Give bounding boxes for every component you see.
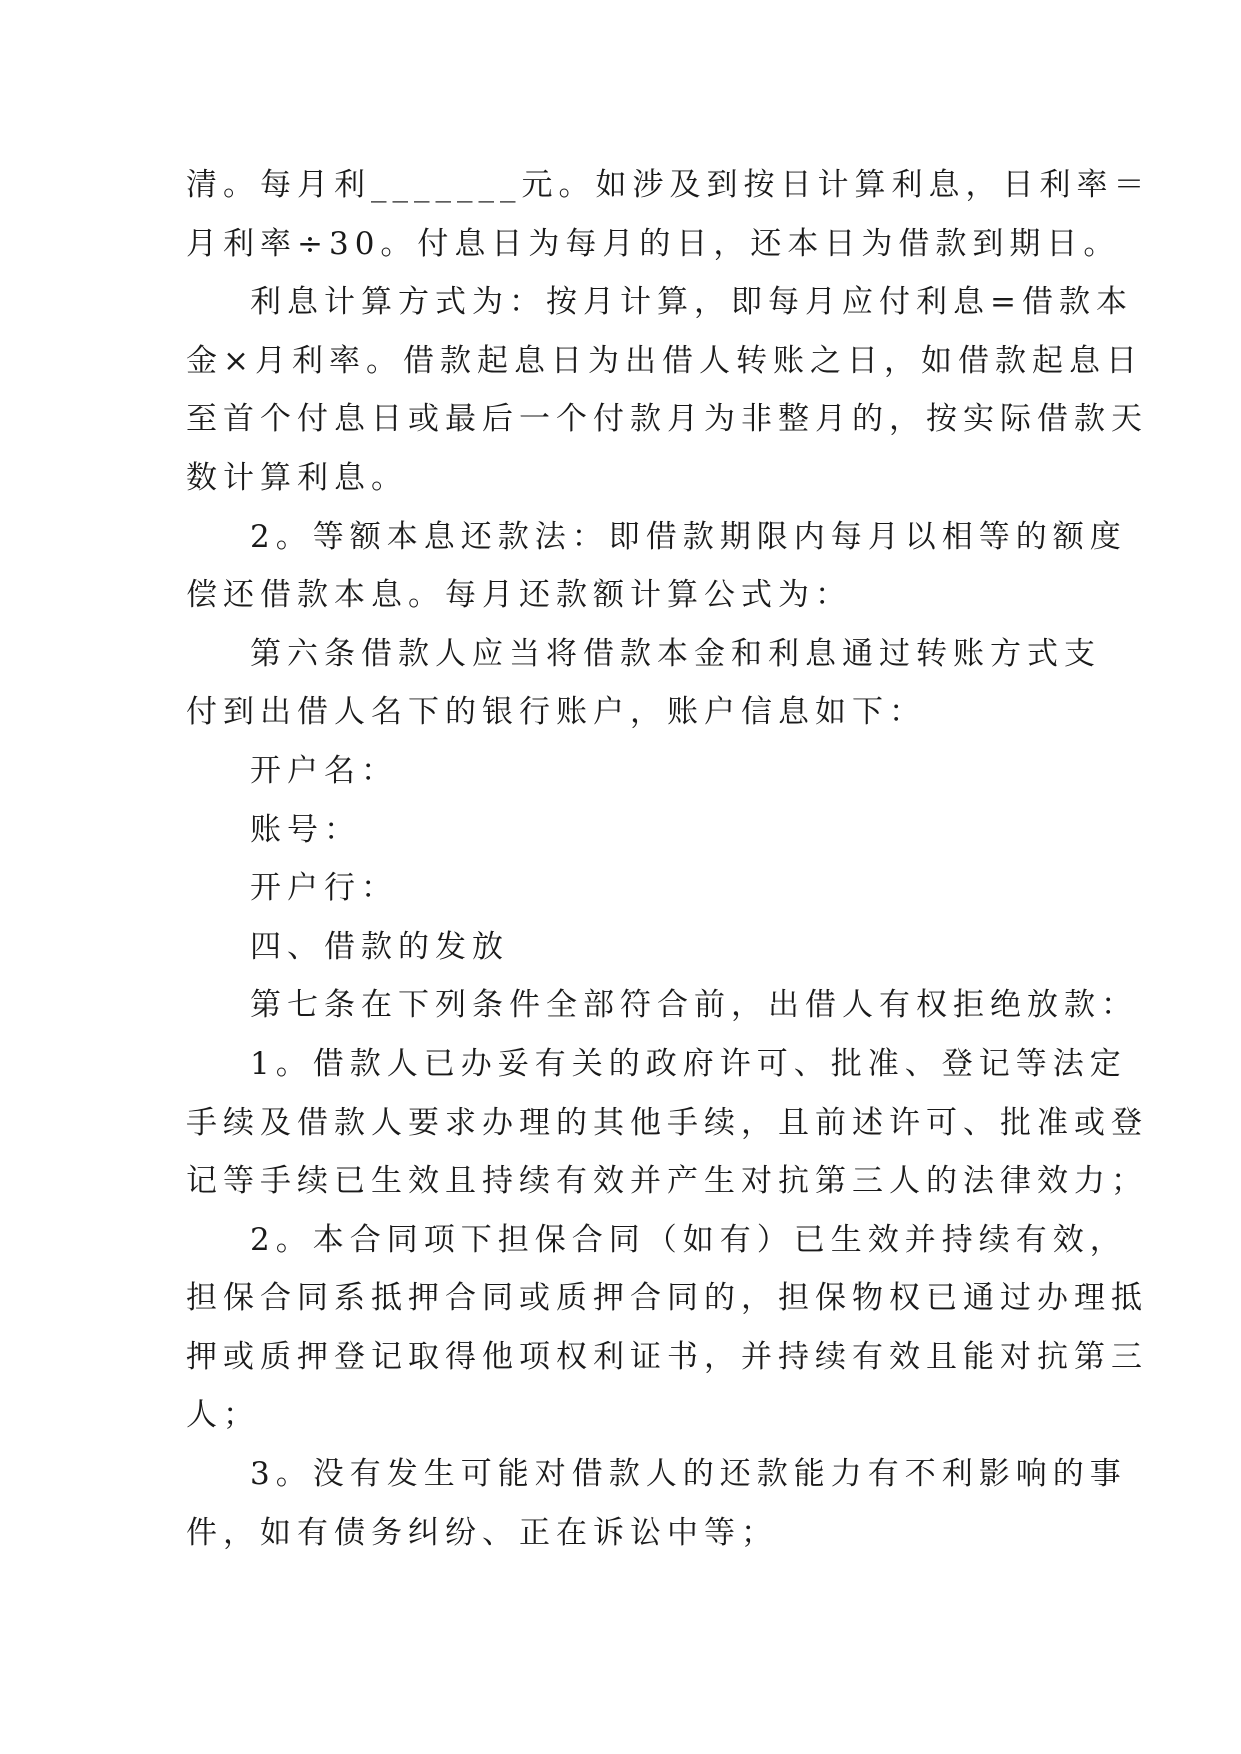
contract-body [186, 156, 1151, 1562]
text-line: 手续及借款人要求办理的其他手续，且前述许可、批准或登 [186, 1104, 1148, 1141]
text-line: 3。没有发生可能对借款人的还款能力有不利影响的事 [250, 1456, 1127, 1493]
section-heading: 四、借款的发放 [250, 928, 509, 965]
text-line: 记等手续已生效且持续有效并产生对抗第三人的法律效力； [186, 1163, 1148, 1200]
text-line: 2。本合同项下担保合同（如有）已生效并持续有效， [250, 1221, 1127, 1258]
text-line: 开户名： [250, 752, 398, 789]
text-line: 人； [186, 1397, 260, 1434]
text-line: 开户行： [250, 870, 398, 907]
text-line: 押或质押登记取得他项权利证书，并持续有效且能对抗第三 [186, 1338, 1148, 1375]
text-line: 偿还借款本息。每月还款额计算公式为： [186, 577, 852, 614]
text-line: 第六条借款人应当将借款本金和利息通过转账方式支 [250, 635, 1101, 672]
text-line: 付到出借人名下的银行账户，账户信息如下： [186, 694, 926, 731]
text-line: 件，如有债务纠纷、正在诉讼中等； [186, 1514, 778, 1551]
text-line: 清。每月利_______元。如涉及到按日计算利息，日利率＝ [186, 167, 1151, 203]
text-line: 利息计算方式为：按月计算，即每月应付利息=借款本 [250, 284, 1133, 321]
text-line: 第七条在下列条件全部符合前，出借人有权拒绝放款： [250, 987, 1138, 1024]
text-line: 账号： [250, 811, 361, 848]
text-line: 数计算利息。 [186, 459, 408, 496]
text-line: 2。等额本息还款法：即借款期限内每月以相等的额度 [250, 518, 1127, 555]
text-line: 金×月利率。借款起息日为出借人转账之日，如借款起息日 [186, 342, 1143, 379]
text-line: 至首个付息日或最后一个付款月为非整月的，按实际借款天 [186, 401, 1148, 438]
text-line: 月利率÷30。付息日为每月的日，还本日为借款到期日。 [186, 225, 1121, 262]
text-line: 担保合同系抵押合同或质押合同的，担保物权已通过办理抵 [186, 1280, 1148, 1317]
text-line: 1。借款人已办妥有关的政府许可、批准、登记等法定 [250, 1045, 1127, 1082]
